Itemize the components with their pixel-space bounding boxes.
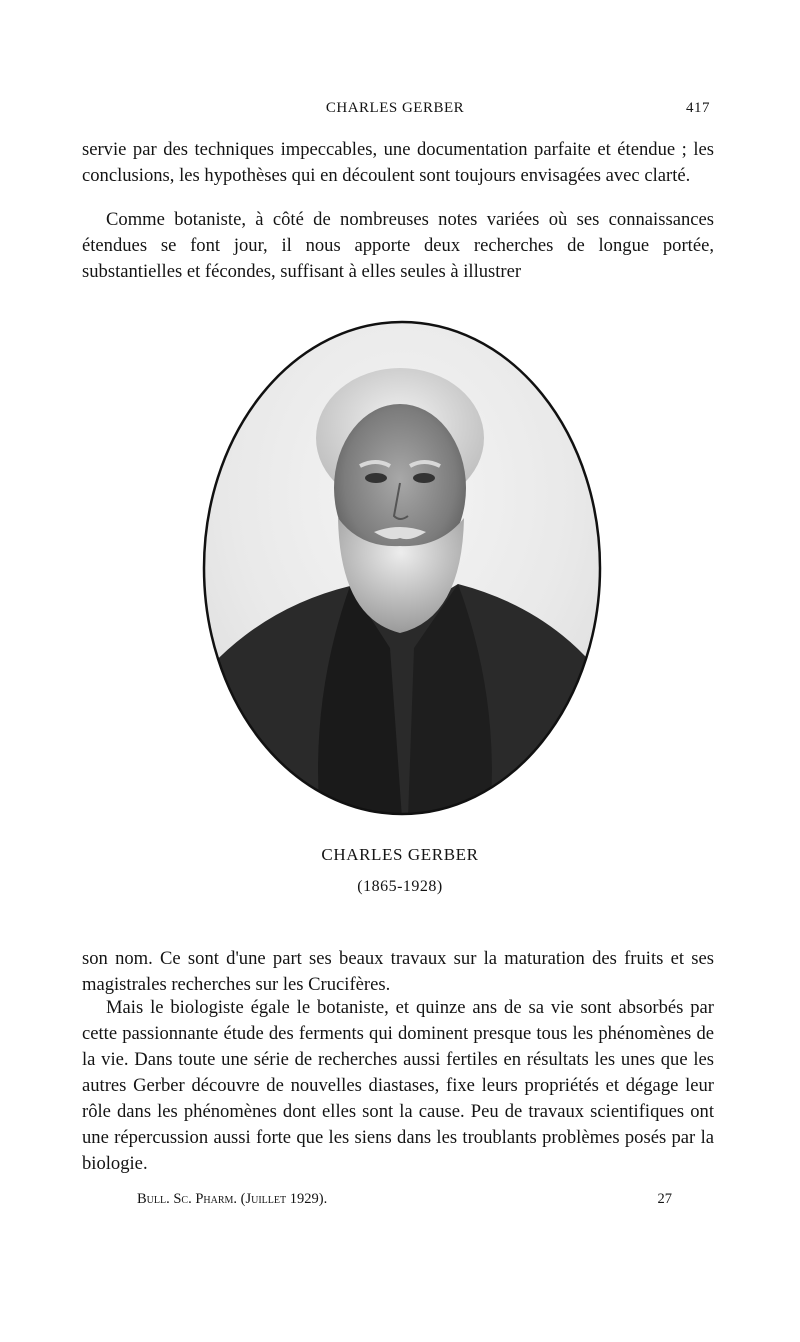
page-footer — [137, 1191, 672, 1213]
paragraph-2: Comme botaniste, à côté de nombreuses notes variées où ses connaissances étendues se font jour, il nous apporte deux recherches de longue portée, substantielles et fécondes, suffisant à elles seules à illustrer — [82, 209, 714, 282]
journal-citation: Bull. Sc. Pharm. (Juillet 1929). — [137, 1191, 328, 1207]
signature-number: 27 — [657, 1191, 672, 1207]
running-head — [80, 100, 710, 124]
paragraph-4: Mais le biologiste égale le botaniste, et quinze ans de sa vie sont absorbés par cette passionnante étude des ferments qui dominent presque tous les phénomènes de la vie. Dans toute une série de recherches aussi fertiles en résultats les unes que les autres Gerber découvre de nouvelles diastases, fixe leurs propriétés et dégage leur rôle dans les phénomènes dont elles sont la cause. Peu de travaux scientifiques ont une répercussion aussi forte que les siens dans les troublants problèmes posés par la biologie. — [82, 997, 714, 1174]
paragraph-3: son nom. Ce sont d'une part ses beaux travaux sur la maturation des fruits et ses magistrales recherches sur les Crucifères. — [82, 948, 714, 995]
portrait-caption-name: CHARLES GERBER — [321, 845, 479, 864]
portrait-caption-dates: (1865-1928) — [357, 878, 443, 895]
running-head-title: CHARLES GERBER — [325, 100, 465, 116]
portrait-photo — [200, 318, 604, 818]
paragraph-1: servie par des techniques impeccables, une documentation parfaite et étendue ; les conclusions, les hypothèses qui en découlent sont toujours envisagées avec clarté. — [82, 139, 714, 186]
page-number: 417 — [686, 100, 710, 116]
